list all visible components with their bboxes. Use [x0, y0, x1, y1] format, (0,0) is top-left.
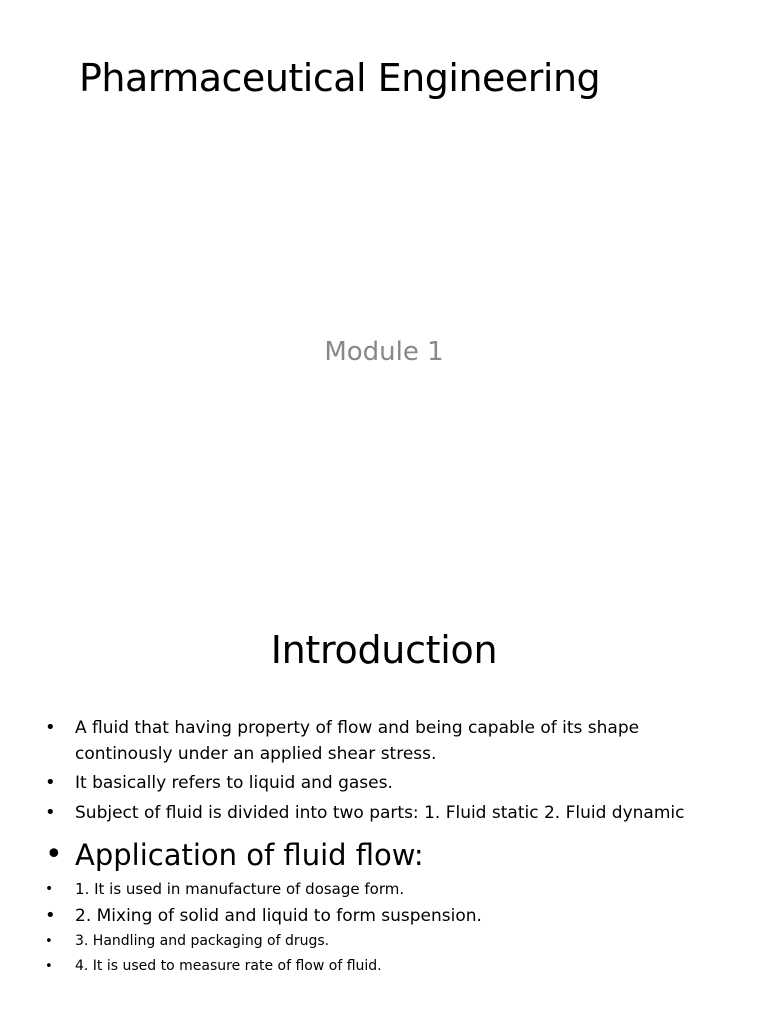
module-subtitle: Module 1 [324, 337, 444, 367]
bullet-text: 2. Mixing of solid and liquid to form suspension. [75, 906, 482, 926]
bullet-icon: • [45, 959, 53, 974]
bullet-icon: • [45, 772, 56, 793]
bullet-text: Subject of fluid is divided into two parts: 1. Fluid static 2. Fluid dynamic [75, 803, 685, 823]
bullet-text: 4. It is used to measure rate of flow of fluid. [75, 958, 382, 974]
bullet-item [45, 715, 725, 767]
bullet-text: It basically refers to liquid and gases. [75, 773, 393, 793]
bullet-text: 3. Handling and packaging of drugs. [75, 933, 330, 949]
bullet-item [45, 931, 725, 952]
bullet-icon: • [45, 881, 54, 897]
bullet-icon: • [45, 717, 56, 738]
bullet-item [45, 878, 725, 900]
bullet-text: Application of fluid flow: [75, 838, 424, 872]
bullet-text: 1. It is used in manufacture of dosage form. [75, 880, 405, 898]
bullet-item [45, 837, 725, 873]
bullet-text: A fluid that having property of flow and being capable of its shape continously under an applied shear stress. [75, 718, 640, 764]
bullet-item [45, 800, 725, 826]
bullet-icon: • [45, 837, 63, 872]
bullet-item [45, 903, 725, 929]
introduction-heading: Introduction [270, 628, 498, 672]
bullet-icon: • [45, 905, 56, 926]
bullet-item [45, 956, 725, 977]
bullet-item [45, 770, 725, 796]
bullet-icon: • [45, 934, 53, 949]
bullet-icon: • [45, 802, 56, 823]
page-title: Pharmaceutical Engineering [79, 56, 601, 100]
